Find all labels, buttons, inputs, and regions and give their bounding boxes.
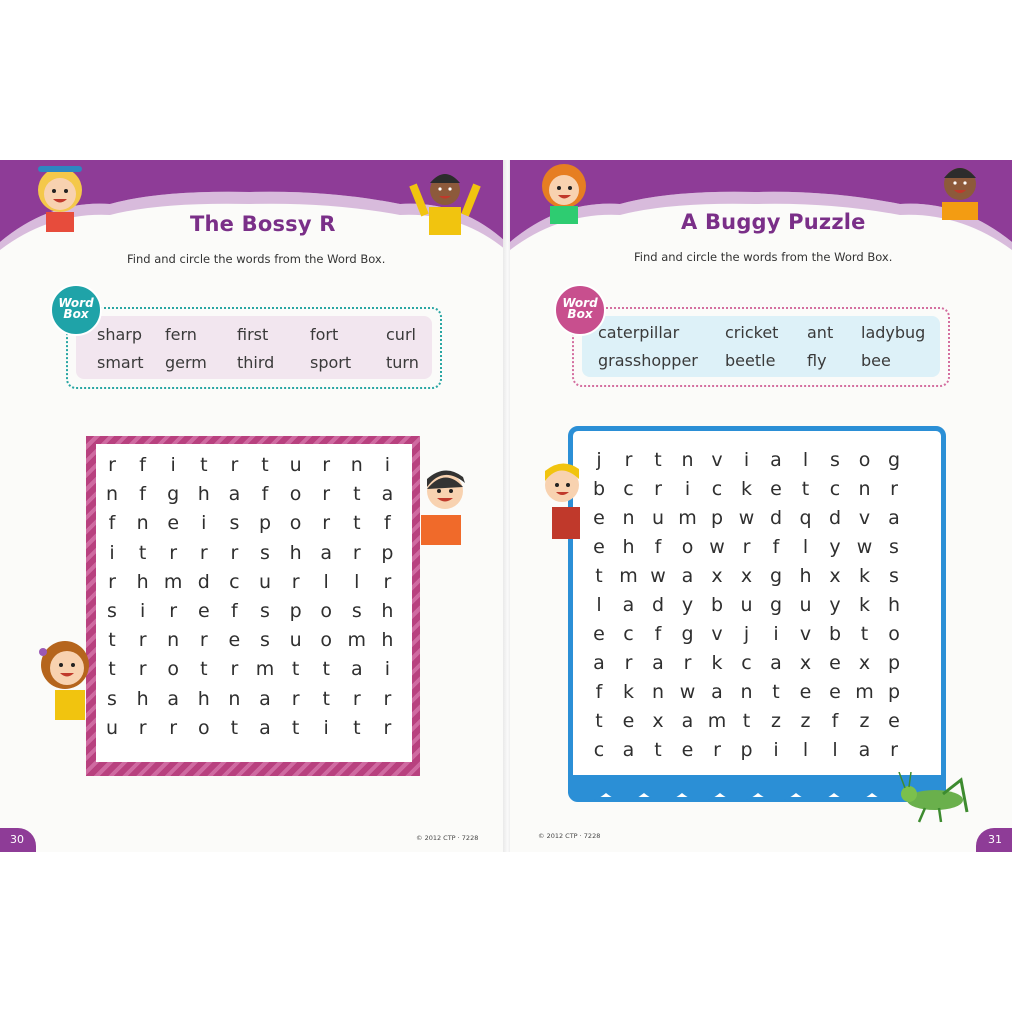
grid-letter[interactable]: h <box>197 687 210 710</box>
grid-letter[interactable]: k <box>622 681 634 703</box>
grid-letter[interactable]: j <box>743 623 750 645</box>
grid-letter[interactable]: s <box>260 541 270 564</box>
grid-letter[interactable]: r <box>322 483 331 506</box>
grid-letter[interactable]: c <box>593 739 605 761</box>
grid-letter[interactable]: r <box>230 454 239 476</box>
grid-letter[interactable]: k <box>740 478 752 500</box>
grid-letter[interactable]: r <box>624 449 633 471</box>
grid-letter[interactable]: s <box>889 536 899 558</box>
grid-letter[interactable]: h <box>799 565 812 587</box>
grid-letter[interactable]: x <box>829 565 841 587</box>
scalloped-border <box>568 775 946 807</box>
word-box-word: turn <box>386 353 419 372</box>
grid-letter[interactable]: x <box>799 652 812 674</box>
grid-letter[interactable]: r <box>138 629 147 652</box>
grid-letter[interactable]: r <box>138 658 147 681</box>
grid-letter[interactable]: u <box>105 716 119 739</box>
grid-letter[interactable]: a <box>228 483 241 506</box>
grid-letter[interactable]: f <box>231 600 238 622</box>
grid-letter[interactable]: t <box>291 658 300 681</box>
grid-letter[interactable]: a <box>711 681 723 703</box>
word-box-word: caterpillar <box>598 323 680 342</box>
grid-letter[interactable]: j <box>596 449 602 471</box>
peeking-boy-illustration <box>415 465 475 545</box>
grid-letter[interactable]: h <box>289 541 302 564</box>
grid-letter[interactable]: s <box>229 512 240 535</box>
grid-letter[interactable]: t <box>595 710 603 732</box>
grid-letter[interactable]: e <box>593 623 605 645</box>
grid-letter[interactable]: k <box>858 565 870 587</box>
grid-letter[interactable]: w <box>709 536 725 558</box>
grid-letter[interactable]: p <box>710 507 724 529</box>
word-box-word: first <box>237 325 269 344</box>
grid-letter[interactable]: w <box>856 536 873 558</box>
grid-letter[interactable]: r <box>654 478 662 500</box>
grid-letter[interactable]: m <box>855 681 874 703</box>
grid-letter[interactable]: l <box>802 739 809 761</box>
word-box-word: curl <box>386 325 416 344</box>
grid-letter[interactable]: d <box>197 570 210 593</box>
grid-letter[interactable]: f <box>654 623 662 645</box>
grid-letter[interactable]: v <box>799 623 812 645</box>
grid-letter[interactable]: m <box>347 629 367 652</box>
grid-letter[interactable]: p <box>381 541 394 564</box>
grid-letter[interactable]: a <box>593 652 605 674</box>
grid-letter[interactable]: a <box>167 687 180 710</box>
grid-letter[interactable]: t <box>742 710 751 732</box>
grid-letter[interactable]: e <box>228 629 241 652</box>
grid-letter[interactable]: r <box>230 541 239 564</box>
grid-letter[interactable]: x <box>711 565 723 587</box>
badge-line-1: Word <box>58 296 94 310</box>
instruction-text: Find and circle the words from the Word Box. <box>127 252 386 266</box>
grid-letter[interactable]: t <box>200 454 208 476</box>
grid-letter[interactable]: a <box>259 716 271 739</box>
grid-letter[interactable]: f <box>772 536 780 558</box>
grid-letter[interactable]: n <box>858 478 871 500</box>
grid-letter[interactable]: z <box>800 710 811 732</box>
grid-letter[interactable]: r <box>890 739 898 761</box>
badge-line-2: Box <box>63 307 89 321</box>
word-box-word: ant <box>807 323 834 342</box>
grid-letter[interactable]: i <box>384 454 391 476</box>
grid-letter[interactable]: e <box>799 681 812 703</box>
grid-letter[interactable]: o <box>888 623 900 645</box>
grid-letter[interactable]: f <box>831 710 839 732</box>
grid-letter[interactable]: g <box>681 623 694 645</box>
grid-letter[interactable]: t <box>595 565 603 587</box>
grid-letter[interactable]: s <box>351 600 362 622</box>
right-page <box>510 160 1012 852</box>
grid-letter[interactable]: m <box>619 565 638 587</box>
grid-letter[interactable]: r <box>199 541 208 564</box>
word-box-word: third <box>237 353 275 372</box>
grid-letter[interactable]: g <box>887 449 901 471</box>
grid-letter[interactable]: e <box>622 710 635 732</box>
grid-letter[interactable]: a <box>770 652 782 674</box>
grid-letter[interactable]: t <box>353 512 361 535</box>
word-box-word: beetle <box>725 351 776 370</box>
peeking-blond-boy-illustration <box>532 455 582 545</box>
grid-letter[interactable]: p <box>289 600 302 622</box>
word-box-badge <box>50 284 102 336</box>
grid-letter[interactable]: n <box>350 454 363 476</box>
grid-letter[interactable]: a <box>320 541 333 564</box>
grid-letter[interactable]: d <box>651 594 665 616</box>
grid-letter[interactable]: p <box>740 739 753 761</box>
grid-letter[interactable]: t <box>108 629 116 652</box>
grid-letter[interactable]: b <box>592 478 606 500</box>
grid-letter[interactable]: w <box>679 681 696 703</box>
grid-letter[interactable]: r <box>291 687 300 710</box>
grid-letter[interactable]: r <box>199 629 208 652</box>
grid-letter[interactable]: c <box>711 478 723 500</box>
grid-letter[interactable]: k <box>711 652 723 674</box>
grid-letter[interactable]: r <box>683 652 692 674</box>
word-box <box>572 307 950 387</box>
grid-letter[interactable]: u <box>740 594 753 616</box>
grid-letter[interactable]: g <box>769 565 783 587</box>
grid-letter[interactable]: f <box>139 483 146 506</box>
grid-letter[interactable]: a <box>888 507 900 529</box>
girl-illustration <box>20 160 100 238</box>
grid-letter[interactable]: o <box>681 536 694 558</box>
grid-letter[interactable]: g <box>167 483 180 506</box>
grid-letter[interactable]: r <box>383 570 392 593</box>
grid-letter[interactable]: n <box>681 449 694 471</box>
grid-letter[interactable]: c <box>741 652 752 674</box>
book-spread <box>0 160 1012 852</box>
grid-letter[interactable]: e <box>197 600 210 622</box>
grid-letter[interactable]: y <box>829 536 841 558</box>
grid-letter[interactable]: d <box>769 507 783 529</box>
grid-letter[interactable]: r <box>322 454 331 476</box>
grid-letter[interactable]: n <box>105 483 119 506</box>
grid-letter[interactable]: n <box>622 507 635 529</box>
grid-letter[interactable]: i <box>384 658 391 681</box>
grid-letter[interactable]: p <box>887 652 901 674</box>
grid-letter[interactable]: r <box>624 652 633 674</box>
grid-letter[interactable]: f <box>261 483 269 506</box>
grid-letter[interactable]: f <box>139 454 146 476</box>
grid-letter[interactable]: n <box>651 681 665 703</box>
grid-letter[interactable]: e <box>829 681 841 703</box>
grid-letter[interactable]: c <box>623 623 634 645</box>
grid-letter[interactable]: t <box>801 478 810 500</box>
grid-letter[interactable]: u <box>651 507 665 529</box>
grid-letter[interactable]: e <box>681 739 694 761</box>
grid-letter[interactable]: r <box>169 716 178 739</box>
grid-letter[interactable]: e <box>593 507 605 529</box>
grid-letter[interactable]: l <box>802 449 809 471</box>
grid-letter[interactable]: r <box>383 716 392 739</box>
grid-letter[interactable]: o <box>858 449 871 471</box>
grid-letter[interactable]: t <box>291 716 300 739</box>
grid-letter[interactable]: i <box>323 716 329 739</box>
page-number: 31 <box>976 828 1012 852</box>
grid-letter[interactable]: g <box>769 594 783 616</box>
grid-letter[interactable]: d <box>828 507 842 529</box>
grid-letter[interactable]: i <box>109 541 115 564</box>
grid-letter[interactable]: c <box>623 478 634 500</box>
grid-letter[interactable]: e <box>167 512 180 535</box>
grid-letter[interactable]: r <box>169 541 178 564</box>
grid-letter[interactable]: b <box>828 623 842 645</box>
grid-letter[interactable]: a <box>622 594 635 616</box>
grid-letter[interactable]: q <box>799 507 812 529</box>
grid-letter[interactable]: a <box>858 739 871 761</box>
boy-illustration <box>920 160 1000 230</box>
word-box-word: fort <box>310 325 339 344</box>
grid-letter[interactable]: m <box>255 658 275 681</box>
grid-letter[interactable]: r <box>352 687 361 710</box>
grid-letter[interactable]: t <box>138 541 147 564</box>
grid-letter[interactable]: l <box>323 570 329 593</box>
grid-letter[interactable]: o <box>289 483 302 506</box>
word-box-word: germ <box>165 353 207 372</box>
grid-letter[interactable]: a <box>350 658 363 681</box>
left-page <box>0 160 507 852</box>
page-number: 30 <box>0 828 36 852</box>
grid-letter[interactable]: n <box>228 687 241 710</box>
badge-line-2: Box <box>567 307 593 321</box>
grid-letter[interactable]: h <box>381 600 394 622</box>
grid-letter[interactable]: t <box>654 449 662 471</box>
grid-letter[interactable]: y <box>829 594 841 616</box>
grid-letter[interactable]: t <box>322 687 330 710</box>
grid-letter[interactable]: a <box>622 739 635 761</box>
grid-letter[interactable]: t <box>772 681 780 703</box>
grid-letter[interactable]: a <box>652 652 664 674</box>
word-box-word: bee <box>861 351 891 370</box>
grid-letter[interactable]: u <box>258 570 272 593</box>
grid-letter[interactable]: a <box>770 449 782 471</box>
grid-letter[interactable]: k <box>858 594 870 616</box>
grid-letter[interactable]: b <box>710 594 724 616</box>
grid-letter[interactable]: y <box>681 594 694 616</box>
grid-letter[interactable]: m <box>678 507 697 529</box>
grid-letter[interactable]: h <box>622 536 635 558</box>
grid-letter[interactable]: h <box>136 687 149 710</box>
grid-letter[interactable]: r <box>291 570 300 593</box>
peeking-girl-illustration <box>25 630 95 720</box>
grid-letter[interactable]: t <box>322 658 330 681</box>
word-box-word: sport <box>310 353 352 372</box>
grid-letter[interactable]: s <box>889 565 899 587</box>
grid-letter[interactable]: p <box>258 512 272 535</box>
grid-letter[interactable]: t <box>230 716 239 739</box>
grid-letter[interactable]: t <box>353 483 361 506</box>
grid-letter[interactable]: o <box>197 716 210 739</box>
grid-letter[interactable]: o <box>167 658 179 681</box>
grid-letter[interactable]: f <box>384 512 391 535</box>
grid-letter[interactable]: t <box>108 658 116 681</box>
grid-letter[interactable]: a <box>681 565 694 587</box>
grid-letter[interactable]: z <box>771 710 781 732</box>
grid-letter[interactable]: v <box>858 507 871 529</box>
grid-letter[interactable]: h <box>136 570 149 593</box>
grid-letter[interactable]: c <box>829 478 841 500</box>
grid-letter[interactable]: i <box>139 600 146 622</box>
boy-illustration <box>405 165 485 235</box>
grid-letter[interactable]: i <box>201 512 207 535</box>
grid-letter[interactable]: n <box>136 512 149 535</box>
grid-letter[interactable]: m <box>163 570 183 593</box>
grid-letter[interactable]: o <box>320 600 332 622</box>
grid-letter[interactable]: t <box>860 623 869 645</box>
grid-letter[interactable]: r <box>230 658 239 681</box>
word-box-word: cricket <box>725 323 779 342</box>
grid-letter[interactable]: f <box>108 512 116 535</box>
grid-letter[interactable]: p <box>887 681 901 703</box>
grid-letter[interactable]: i <box>170 454 176 476</box>
word-box <box>66 307 442 389</box>
grid-letter[interactable]: a <box>259 687 271 710</box>
grid-letter[interactable]: m <box>707 710 727 732</box>
grid-letter[interactable]: r <box>322 512 331 535</box>
grid-letter[interactable]: f <box>654 536 662 558</box>
grid-letter[interactable]: x <box>652 710 664 732</box>
grid-letter[interactable]: o <box>320 629 332 652</box>
word-box-word: fly <box>807 351 827 370</box>
grid-letter[interactable]: i <box>684 478 691 500</box>
grid-letter[interactable]: r <box>890 478 898 500</box>
grid-letter[interactable]: s <box>107 600 117 622</box>
grid-letter[interactable]: c <box>229 570 240 593</box>
grid-letter[interactable]: s <box>260 600 270 622</box>
instruction-text: Find and circle the words from the Word Box. <box>634 250 893 264</box>
grid-letter[interactable]: h <box>381 629 394 652</box>
grid-letter[interactable]: w <box>650 565 666 587</box>
grid-letter[interactable]: t <box>200 658 208 681</box>
grid-letter[interactable]: r <box>108 454 116 476</box>
grid-letter[interactable]: s <box>830 449 840 471</box>
grid-letter[interactable]: v <box>711 449 723 471</box>
grid-letter[interactable]: a <box>381 483 394 506</box>
grid-letter[interactable]: h <box>887 594 901 616</box>
grid-letter[interactable]: n <box>740 681 753 703</box>
grid-letter[interactable]: r <box>352 541 361 564</box>
grid-letter[interactable]: s <box>107 687 117 710</box>
grasshopper-icon <box>895 772 975 830</box>
grid-letter[interactable]: e <box>770 478 782 500</box>
grid-letter[interactable]: r <box>108 570 116 593</box>
grid-letter[interactable]: u <box>289 629 302 652</box>
redhead-girl-illustration <box>530 160 600 225</box>
grid-letter[interactable]: l <box>596 594 602 616</box>
copyright: © 2012 CTP · 7228 <box>538 832 601 840</box>
grid-letter[interactable]: t <box>654 739 662 761</box>
grid-letter[interactable]: e <box>888 710 900 732</box>
grid-letter[interactable]: r <box>169 600 178 622</box>
grid-letter[interactable]: o <box>289 512 302 535</box>
grid-letter[interactable]: w <box>738 507 755 529</box>
copyright: © 2012 CTP · 7228 <box>416 834 479 842</box>
word-box-word: ladybug <box>861 323 926 342</box>
word-box-word: smart <box>97 353 144 372</box>
grid-letter[interactable]: z <box>859 710 870 732</box>
word-box-word: grasshopper <box>598 351 698 370</box>
word-box-word: fern <box>165 325 197 344</box>
page-title: A Buggy Puzzle <box>681 210 866 234</box>
grid-letter[interactable]: i <box>743 449 750 471</box>
grid-letter[interactable]: f <box>595 681 603 703</box>
grid-letter[interactable]: n <box>167 629 180 652</box>
word-box-word: sharp <box>97 325 143 344</box>
grid-letter[interactable]: u <box>289 454 302 476</box>
grid-letter[interactable]: i <box>773 739 779 761</box>
grid-letter[interactable]: l <box>832 739 838 761</box>
page-title: The Bossy R <box>190 212 336 236</box>
grid-letter[interactable]: t <box>353 716 361 739</box>
grid-letter[interactable]: e <box>593 536 605 558</box>
grid-letter[interactable]: r <box>383 687 392 710</box>
grid-letter[interactable]: r <box>713 739 721 761</box>
grid-letter[interactable]: x <box>740 565 753 587</box>
grid-letter[interactable]: r <box>138 716 147 739</box>
grid-letter[interactable]: l <box>802 536 809 558</box>
grid-letter[interactable]: v <box>711 623 723 645</box>
grid-letter[interactable]: h <box>197 483 210 506</box>
grid-letter[interactable]: r <box>742 536 751 558</box>
grid-letter[interactable]: t <box>261 454 269 476</box>
grid-letter[interactable]: u <box>799 594 812 616</box>
grid-letter[interactable]: l <box>354 570 360 593</box>
grid-letter[interactable]: s <box>260 629 270 652</box>
grid-letter[interactable]: x <box>858 652 871 674</box>
grid-letter[interactable]: e <box>829 652 841 674</box>
grid-letter[interactable]: a <box>681 710 694 732</box>
badge-line-1: Word <box>562 296 598 310</box>
grid-letter[interactable]: i <box>773 623 779 645</box>
